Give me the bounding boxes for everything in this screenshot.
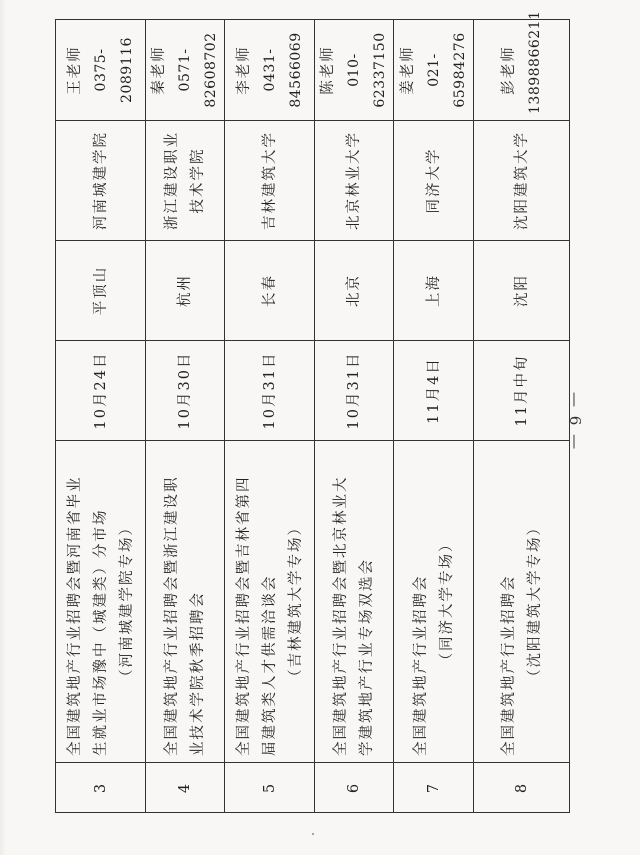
event-name-line: 全国建筑地产行业招聘会暨浙江建设职	[164, 475, 180, 756]
event-name-line: 全国建筑地产行业招聘会暨吉林省第四	[235, 475, 252, 756]
event-name-line: （同济大学专场）	[438, 535, 455, 668]
event-date: 10月31日	[346, 351, 362, 430]
event-name-cell	[474, 441, 570, 763]
contact-name: 彭老师	[500, 45, 517, 95]
table-body	[56, 10, 570, 813]
row-number-cell	[394, 763, 474, 813]
table-row	[146, 20, 225, 813]
contact-name: 王老师	[66, 45, 83, 95]
row-number-cell	[225, 763, 315, 813]
contact-phone: 010-62337150	[346, 32, 388, 108]
contact-cell	[56, 20, 146, 121]
host-institution: 吉林建筑大学	[261, 131, 278, 230]
contact-phone: 0571-82608702	[177, 32, 219, 108]
host-cell	[474, 121, 570, 241]
event-city: 长春	[261, 274, 278, 307]
contact-cell	[315, 20, 394, 121]
event-city: 沈阳	[513, 274, 530, 307]
host-cell	[146, 121, 225, 241]
city-cell	[56, 241, 146, 341]
event-name-cell	[225, 441, 315, 763]
date-cell	[225, 341, 315, 441]
row-number-cell	[56, 763, 146, 813]
city-cell	[225, 241, 315, 341]
contact-name: 李老师	[235, 45, 252, 95]
event-date: 10月31日	[261, 351, 278, 430]
row-number: 5	[261, 781, 278, 794]
contact-phone: 0375-2089116	[92, 37, 135, 103]
host-cell	[394, 121, 474, 241]
contact-cell	[394, 20, 474, 121]
event-name-line: 生就业市场豫中（城建类）分市场	[92, 508, 109, 756]
row-number-cell	[146, 763, 225, 813]
event-name-line: 全国建筑地产行业招聘会	[412, 574, 429, 756]
date-cell	[146, 341, 225, 441]
host-institution: 沈阳建筑大学	[513, 131, 530, 230]
row-number-cell	[474, 763, 570, 813]
date-cell	[315, 341, 394, 441]
table-row	[56, 20, 146, 813]
event-date: 10月30日	[177, 351, 193, 430]
event-name-line: 学建筑地产行业专场双选会	[359, 558, 375, 756]
city-cell	[146, 241, 225, 341]
event-city: 上海	[425, 274, 442, 307]
row-number: 3	[92, 781, 109, 794]
contact-phone: 021-65984276	[425, 32, 468, 108]
table-row	[474, 20, 570, 813]
event-date: 11月中旬	[513, 354, 530, 427]
host-institution: 北京林业大学	[346, 131, 362, 230]
row-number: 7	[425, 781, 442, 794]
event-name-cell	[146, 441, 225, 763]
table-row	[225, 20, 315, 813]
host-cell	[225, 121, 315, 241]
contact-cell	[146, 20, 225, 121]
contact-cell	[225, 20, 315, 121]
row-number: 6	[346, 781, 362, 794]
date-cell	[394, 341, 474, 441]
event-date: 10月24日	[92, 351, 109, 430]
event-name-line: 业技术学院秋季招聘会	[190, 591, 206, 756]
event-name-line: （沈阳建筑大学专场）	[526, 519, 543, 684]
event-name-cell	[394, 441, 474, 763]
event-name-cell	[315, 441, 394, 763]
event-name-line: （吉林建筑大学专场）	[287, 519, 304, 684]
row-number: 4	[177, 781, 193, 794]
event-name-cell	[56, 441, 146, 763]
event-city: 平顶山	[92, 265, 109, 316]
host-cell	[315, 121, 394, 241]
event-city: 北京	[346, 274, 362, 307]
event-name-line: 全国建筑地产行业招聘会暨河南省毕业	[66, 475, 83, 756]
host-cell	[56, 121, 146, 241]
event-name-line: （河南城建学院专场）	[118, 519, 135, 684]
host-institution: 同济大学	[425, 147, 442, 214]
date-cell	[56, 341, 146, 441]
contact-phone: 0431-84566069	[261, 32, 304, 108]
event-name-line: 全国建筑地产行业招聘会暨北京林业大	[333, 475, 349, 756]
host-institution: 河南城建学院	[92, 131, 109, 230]
event-name-line: 全国建筑地产行业招聘会	[500, 574, 517, 756]
rotated-table-wrapper	[55, 10, 543, 813]
city-cell	[474, 241, 570, 341]
city-cell	[315, 241, 394, 341]
event-name-line: 届建筑类人才供需洽谈会	[261, 574, 278, 756]
contact-name: 姜老师	[399, 45, 416, 95]
contact-phone: 13898866211	[526, 10, 543, 114]
job-fair-table	[55, 10, 570, 813]
row-number-cell	[315, 763, 394, 813]
contact-name: 秦老师	[151, 45, 167, 95]
row-number: 8	[513, 781, 530, 794]
event-city: 杭州	[177, 274, 193, 307]
city-cell	[394, 241, 474, 341]
table-row	[394, 20, 474, 813]
scan-speck	[312, 833, 314, 835]
table-row	[315, 20, 394, 813]
event-date: 11月4日	[425, 357, 442, 424]
contact-name: 陈老师	[320, 45, 336, 95]
date-cell	[474, 341, 570, 441]
page-number: — 6 —	[566, 392, 584, 452]
contact-cell	[474, 10, 570, 121]
host-institution: 浙江建设职业技术学院	[164, 131, 206, 230]
